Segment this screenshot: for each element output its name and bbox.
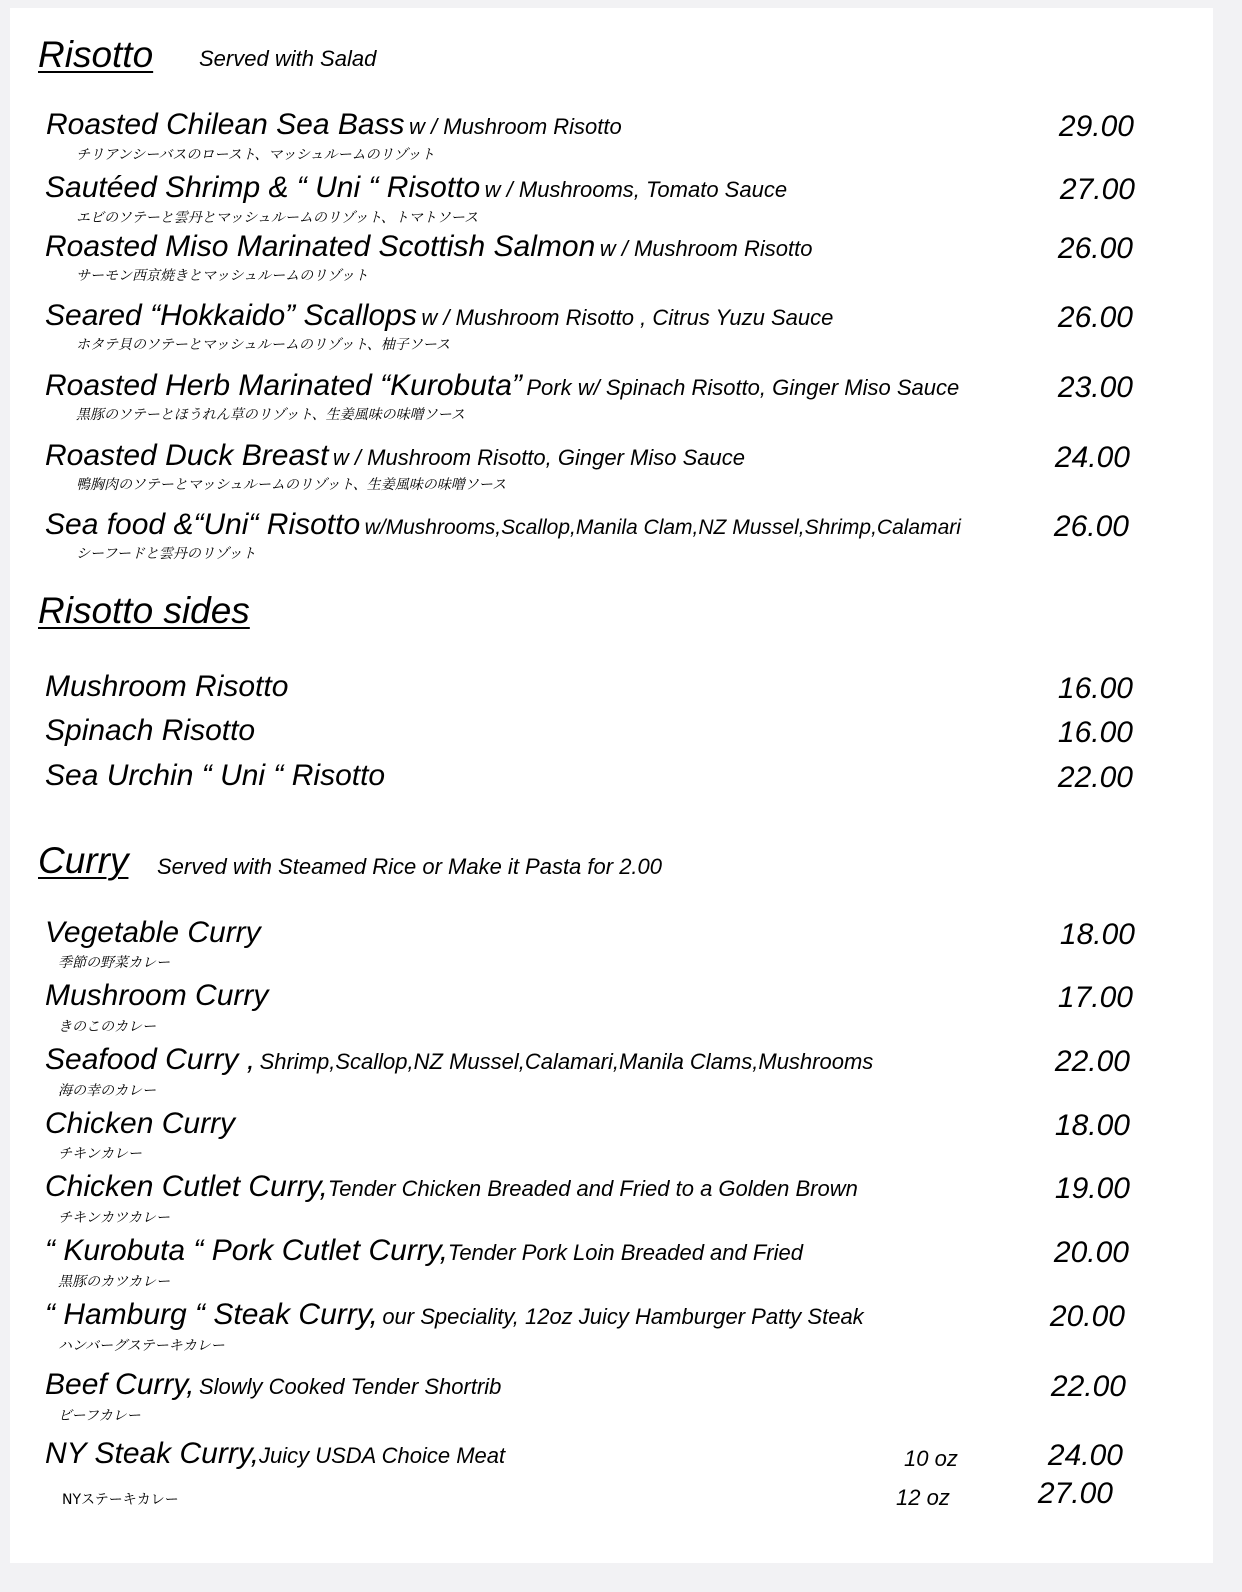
menu-item-description: Tender Pork Loin Breaded and Fried	[447, 1240, 803, 1265]
menu-item-price: 17.00	[1057, 981, 1133, 1014]
menu-item-line	[45, 171, 787, 205]
menu-item-name: “ Kurobuta “ Pork Cutlet Curry,	[45, 1234, 448, 1267]
menu-item-price: 20.00	[1049, 1300, 1125, 1333]
risotto-section-title: Risotto	[38, 34, 154, 75]
menu-item-description: w / Mushroom Risotto	[599, 236, 813, 261]
menu-item-name: Roasted Herb Marinated “Kurobuta”	[45, 369, 522, 402]
menu-item-name: Roasted Chilean Sea Bass	[46, 108, 405, 141]
menu-item-line	[45, 230, 812, 264]
menu-item-name: Seafood Curry ,	[45, 1043, 256, 1076]
menu-item-line	[45, 439, 745, 473]
menu-item-japanese: 鴨胸肉のソテーとマッシュルームのリゾット、生姜風味の味噌ソース	[76, 477, 507, 493]
menu-item-name: Mushroom Risotto	[45, 670, 289, 703]
menu-item-name: Beef Curry,	[45, 1368, 195, 1401]
menu-item-japanese: NYステーキカレー	[62, 1492, 179, 1508]
menu-item-price: 24.00	[1054, 441, 1130, 474]
menu-item-line	[45, 916, 261, 950]
menu-item-name: Vegetable Curry	[45, 916, 261, 949]
menu-item-price: 29.00	[1058, 110, 1134, 143]
menu-item-japanese: チキンカツカレー	[58, 1210, 170, 1226]
menu-item-japanese: サーモン西京焼きとマッシュルームのリゾット	[76, 268, 369, 284]
menu-item-japanese: きのこのカレー	[58, 1019, 156, 1035]
menu-item-price: 18.00	[1059, 918, 1135, 951]
menu-item-name: Sea food &“Uni“ Risotto	[45, 508, 361, 541]
menu-item-japanese: 季節の野菜カレー	[58, 955, 170, 971]
menu-item-line	[45, 1298, 864, 1332]
menu-item-name: Sea Urchin “ Uni “ Risotto	[45, 759, 386, 792]
menu-item-price: 27.00	[1059, 173, 1135, 206]
portion-size-10oz: 10 oz	[904, 1446, 958, 1471]
menu-item-name: Sautéed Shrimp & “ Uni “ Risotto	[45, 171, 481, 204]
menu-page	[10, 8, 1213, 1563]
menu-item-description: Pork w/ Spinach Risotto, Ginger Miso Sauce	[526, 375, 960, 400]
curry-section-title: Curry	[38, 840, 129, 881]
risotto-section-note: Served with Salad	[199, 46, 377, 71]
menu-item-description: w / Mushrooms, Tomato Sauce	[484, 177, 788, 202]
menu-item-price: 26.00	[1057, 301, 1133, 334]
menu-item-japanese: ハンバーグステーキカレー	[58, 1338, 225, 1354]
menu-item-price: 16.00	[1057, 716, 1133, 749]
menu-item-line	[45, 1234, 803, 1268]
menu-item-name: Seared “Hokkaido” Scallops	[45, 299, 417, 332]
menu-item-name: “ Hamburg “ Steak Curry,	[45, 1298, 378, 1331]
menu-item-name: Roasted Duck Breast	[45, 439, 329, 472]
portion-size-12oz: 12 oz	[896, 1485, 950, 1510]
menu-item-japanese: 黒豚のソテーとほうれん草のリゾット、生姜風味の味噌ソース	[76, 407, 465, 423]
menu-item-price-10oz: 24.00	[1047, 1439, 1123, 1472]
menu-item-japanese: チキンカレー	[58, 1146, 142, 1162]
menu-item-description: w / Mushroom Risotto, Ginger Miso Sauce	[332, 445, 745, 470]
menu-item-japanese: 海の幸のカレー	[58, 1083, 156, 1099]
menu-item-line	[45, 1043, 873, 1077]
menu-item-description: Shrimp,Scallop,NZ Mussel,Calamari,Manila Clams,Mushrooms	[259, 1049, 874, 1074]
menu-item-price: 22.00	[1057, 761, 1133, 794]
menu-item-price: 20.00	[1053, 1236, 1129, 1269]
menu-item-line	[45, 369, 959, 403]
menu-item-line	[45, 508, 961, 542]
menu-item-line	[45, 1368, 501, 1402]
menu-item-line	[46, 108, 622, 142]
menu-item-japanese: シーフードと雲丹のリゾット	[76, 546, 257, 562]
menu-item-description: Juicy USDA Choice Meat	[258, 1443, 506, 1468]
menu-item-price: 18.00	[1054, 1109, 1130, 1142]
menu-item-price: 16.00	[1057, 672, 1133, 705]
menu-item-japanese: 黒豚のカツカレー	[58, 1274, 170, 1290]
menu-item-japanese: エビのソテーと雲丹とマッシュルームのリゾット、トマトソース	[76, 210, 479, 226]
menu-item-description: Tender Chicken Breaded and Fried to a Golden Brown	[327, 1176, 858, 1201]
menu-item-name: Mushroom Curry	[45, 979, 269, 1012]
menu-item-price: 22.00	[1050, 1370, 1126, 1403]
menu-item-line	[45, 299, 833, 333]
menu-item-price: 26.00	[1053, 510, 1129, 543]
menu-item-description: w/Mushrooms,Scallop,Manila Clam,NZ Mussel,Shrimp,Calamari	[364, 516, 961, 539]
menu-item-japanese: ホタテ貝のソテーとマッシュルームのリゾット、柚子ソース	[76, 337, 451, 353]
menu-item-japanese: ビーフカレー	[58, 1408, 141, 1424]
menu-item-name: Chicken Cutlet Curry,	[45, 1170, 328, 1203]
menu-item-description: w / Mushroom Risotto	[409, 114, 622, 139]
menu-item-price: 19.00	[1054, 1172, 1130, 1205]
menu-item-description: Slowly Cooked Tender Shortrib	[198, 1374, 502, 1399]
menu-item-japanese: チリアンシーバスのロースト、マッシュルームのリゾット	[76, 147, 435, 163]
menu-item-price-12oz: 27.00	[1037, 1477, 1113, 1510]
curry-section-note: Served with Steamed Rice or Make it Pasta for 2.00	[157, 854, 663, 879]
menu-item-price: 23.00	[1057, 371, 1133, 404]
risotto-sides-section-title: Risotto sides	[38, 590, 250, 631]
menu-item-name: Roasted Miso Marinated Scottish Salmon	[45, 230, 596, 263]
menu-item-description: our Speciality, 12oz Juicy Hamburger Patty Steak	[382, 1304, 864, 1329]
menu-item-line	[45, 1437, 505, 1471]
menu-item-line	[45, 1107, 235, 1141]
menu-item-price: 26.00	[1057, 232, 1133, 265]
menu-item-description: w / Mushroom Risotto , Citrus Yuzu Sauce	[421, 305, 834, 330]
menu-item-line	[45, 979, 268, 1013]
menu-item-name: Chicken Curry	[45, 1107, 236, 1140]
menu-item-name: NY Steak Curry,	[45, 1437, 259, 1470]
menu-item-name: Spinach Risotto	[45, 714, 256, 747]
menu-item-price: 22.00	[1054, 1045, 1130, 1078]
menu-item-line	[45, 1170, 858, 1204]
